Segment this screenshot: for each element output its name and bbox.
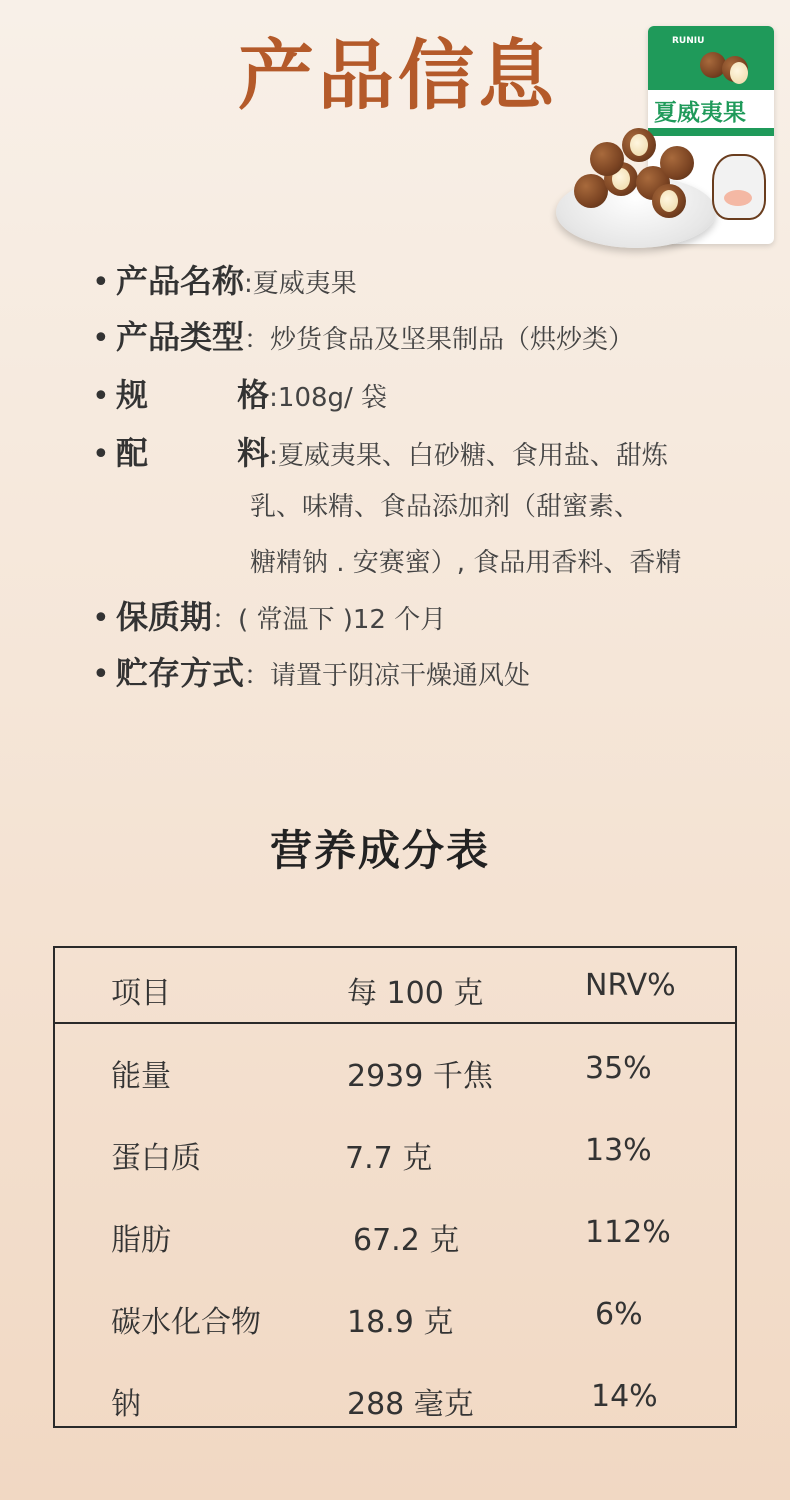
table-header-item: 项目: [111, 976, 171, 1011]
info-label: 产品名称: [116, 262, 245, 300]
info-value: ( 常温下 )12 个月: [238, 605, 447, 635]
info-value: 108g/ 袋: [277, 383, 388, 413]
bullet-icon: •: [92, 265, 110, 300]
ingredients-continued: 乳、味精、食品添加剂（甜蜜素、: [250, 492, 641, 522]
info-row-name: [92, 256, 357, 302]
product-image: [556, 26, 780, 250]
info-separator: ：: [244, 325, 271, 355]
bullet-icon: •: [92, 321, 110, 356]
bag-product-name: 夏威夷果: [654, 100, 746, 126]
nut-icon: [652, 184, 686, 218]
info-separator: :: [244, 269, 253, 299]
info-label: 贮存方式: [116, 654, 245, 692]
info-value: 夏威夷果: [252, 269, 357, 299]
bullet-icon: •: [92, 379, 110, 414]
table-cell-nrv: 13%: [585, 1133, 652, 1168]
table-cell-item: 钠: [111, 1387, 141, 1422]
table-cell-item: 蛋白质: [111, 1141, 201, 1176]
info-row-spec: [92, 370, 387, 416]
nutrition-title: 营养成分表: [270, 826, 491, 875]
table-cell-item: 碳水化合物: [111, 1305, 261, 1340]
table-header-divider: [55, 1022, 735, 1024]
table-cell-value: 7.7 克: [345, 1141, 433, 1176]
table-cell-value: 18.9 克: [347, 1305, 454, 1340]
info-label: 配 料: [116, 434, 270, 472]
table-cell-nrv: 35%: [585, 1051, 652, 1086]
ingredients-continued: 糖精钠 . 安赛蜜）, 食品用香料、香精: [250, 548, 682, 578]
info-value: 炒货食品及坚果制品（烘炒类）: [270, 325, 635, 355]
info-label: 保质期: [116, 598, 213, 636]
bag-brand: RUNIU: [672, 36, 705, 46]
bullet-icon: •: [92, 601, 110, 636]
info-label: 产品类型: [116, 318, 245, 356]
table-cell-value: 288 毫克: [347, 1387, 474, 1422]
info-value: 夏威夷果、白砂糖、食用盐、甜炼: [277, 441, 668, 471]
info-separator: ：: [244, 661, 271, 691]
info-separator: :: [269, 383, 278, 413]
bag-stripe: [648, 128, 774, 136]
table-cell-item: 脂肪: [111, 1223, 171, 1258]
bullet-icon: •: [92, 657, 110, 692]
table-cell-item: 能量: [111, 1059, 171, 1094]
nut-icon: [590, 142, 624, 176]
info-separator: ：: [212, 605, 239, 635]
info-row-ingredients: [92, 428, 668, 474]
table-header-nrv: NRV%: [585, 968, 676, 1003]
table-cell-nrv: 14%: [591, 1379, 658, 1414]
nut-icon: [722, 56, 748, 82]
nut-icon: [622, 128, 656, 162]
info-value: 请置于阴凉干燥通风处: [270, 661, 531, 691]
nutrition-table: [53, 946, 737, 1428]
page-title: 产品信息: [238, 31, 558, 120]
info-label: 规 格: [116, 376, 270, 414]
table-cell-nrv: 6%: [595, 1297, 643, 1332]
table-cell-value: 67.2 克: [353, 1223, 460, 1258]
cow-mascot-icon: [712, 154, 766, 220]
nut-icon: [660, 146, 694, 180]
info-separator: :: [269, 441, 278, 471]
table-header-per100g: 每 100 克: [347, 976, 484, 1011]
info-row-type: [92, 312, 634, 358]
table-cell-nrv: 112%: [585, 1215, 671, 1250]
info-row-shelf-life: [92, 592, 446, 638]
info-row-storage: [92, 648, 530, 694]
bullet-icon: •: [92, 437, 110, 472]
nut-icon: [574, 174, 608, 208]
table-cell-value: 2939 千焦: [347, 1059, 493, 1094]
